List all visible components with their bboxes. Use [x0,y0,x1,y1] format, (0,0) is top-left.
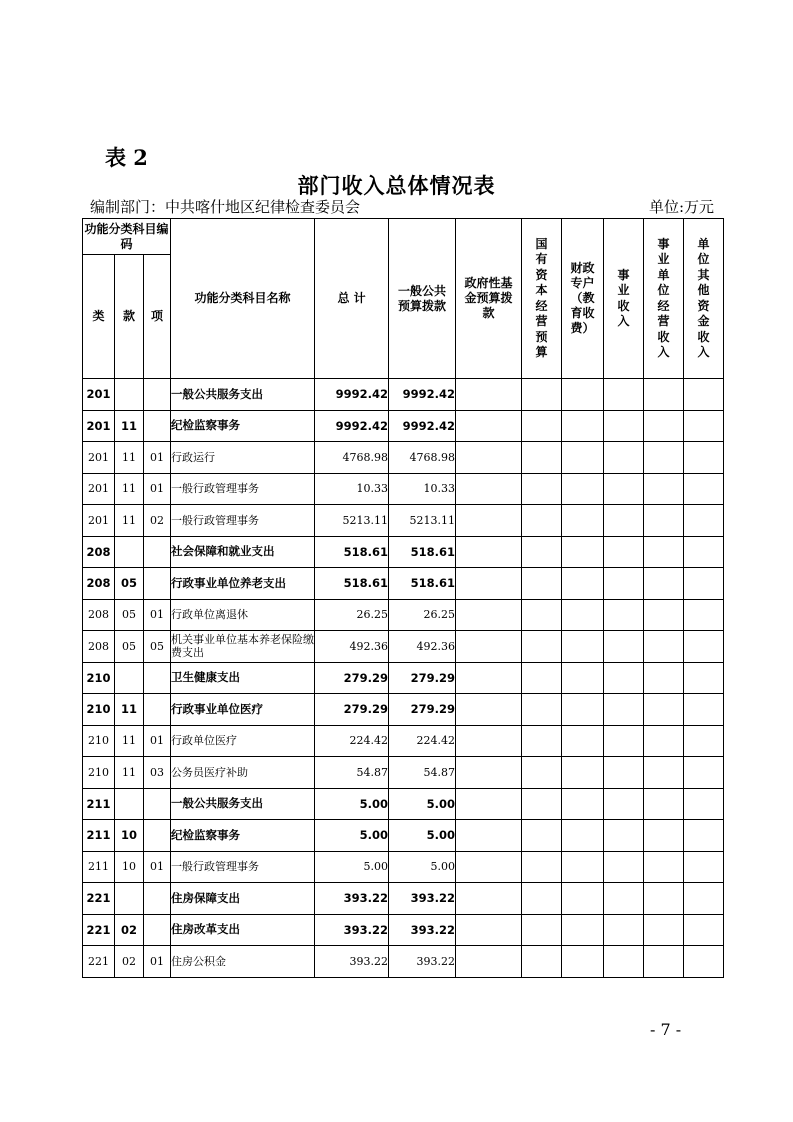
cell-business-operating [644,788,684,820]
cell-fiscal-special [562,914,604,946]
header-func-code: 功能分类科目编码 [83,219,171,255]
table-row [83,914,724,946]
cell-gov-fund [456,631,522,663]
cell-kuan: 11 [115,473,144,505]
cell-xiang [144,410,171,442]
cell-kuan: 11 [115,694,144,726]
cell-lei: 208 [83,536,115,568]
cell-general-budget: 54.87 [389,757,456,789]
cell-business-operating [644,442,684,474]
cell-total: 518.61 [315,536,389,568]
table-row [83,757,724,789]
cell-lei: 211 [83,788,115,820]
cell-xiang [144,536,171,568]
cell-kuan: 02 [115,914,144,946]
table-row [83,631,724,663]
cell-business-operating [644,725,684,757]
cell-fiscal-special [562,662,604,694]
cell-xiang [144,788,171,820]
cell-xiang: 01 [144,946,171,978]
table-header [83,219,724,379]
cell-business-income [604,410,644,442]
header-general-budget: 一般公共预算拨款 [389,219,456,379]
cell-gov-fund [456,410,522,442]
meta-row [90,196,720,217]
cell-business-income [604,568,644,600]
header-kuan: 款 [115,255,144,379]
cell-state-capital [522,662,562,694]
cell-business-income [604,914,644,946]
header-gov-fund: 政府性基金预算拨款 [456,219,522,379]
header-lei: 类 [83,255,115,379]
cell-gov-fund [456,946,522,978]
cell-state-capital [522,946,562,978]
cell-state-capital [522,820,562,852]
cell-lei: 211 [83,820,115,852]
cell-kuan [115,883,144,915]
cell-xiang: 02 [144,505,171,537]
cell-xiang [144,694,171,726]
cell-gov-fund [456,788,522,820]
cell-kuan: 11 [115,725,144,757]
header-fiscal-special: 财政专户（教育收费） [562,219,604,379]
cell-lei: 201 [83,442,115,474]
cell-general-budget: 393.22 [389,946,456,978]
cell-general-budget: 224.42 [389,725,456,757]
cell-other-income [684,505,724,537]
cell-func-name: 一般公共服务支出 [171,379,315,411]
header-state-capital: 国有资本经营预算 [522,219,562,379]
cell-state-capital [522,914,562,946]
cell-fiscal-special [562,883,604,915]
cell-xiang: 03 [144,757,171,789]
header-business-income: 事业收入 [604,219,644,379]
cell-business-operating [644,914,684,946]
cell-other-income [684,820,724,852]
cell-state-capital [522,536,562,568]
cell-func-name: 一般行政管理事务 [171,473,315,505]
cell-total: 9992.42 [315,410,389,442]
table-row [83,694,724,726]
cell-func-name: 机关事业单位基本养老保险缴费支出 [171,631,315,663]
cell-func-name: 社会保障和就业支出 [171,536,315,568]
cell-gov-fund [456,757,522,789]
header-business-operating: 事业单位经营收入 [644,219,684,379]
table-row [83,505,724,537]
cell-other-income [684,379,724,411]
cell-other-income [684,410,724,442]
cell-total: 279.29 [315,694,389,726]
table-row [83,473,724,505]
cell-func-name: 行政单位医疗 [171,725,315,757]
cell-business-income [604,599,644,631]
cell-fiscal-special [562,820,604,852]
cell-fiscal-special [562,946,604,978]
cell-total: 393.22 [315,946,389,978]
cell-xiang [144,568,171,600]
document-title: 部门收入总体情况表 [297,174,496,198]
cell-state-capital [522,599,562,631]
cell-other-income [684,694,724,726]
cell-lei: 201 [83,505,115,537]
cell-total: 492.36 [315,631,389,663]
table-row [83,883,724,915]
cell-lei: 221 [83,883,115,915]
cell-fiscal-special [562,410,604,442]
cell-kuan: 05 [115,599,144,631]
cell-lei: 201 [83,379,115,411]
cell-other-income [684,442,724,474]
cell-lei: 221 [83,914,115,946]
cell-general-budget: 5.00 [389,788,456,820]
cell-other-income [684,662,724,694]
cell-lei: 208 [83,568,115,600]
cell-kuan: 11 [115,442,144,474]
cell-general-budget: 9992.42 [389,379,456,411]
cell-general-budget: 9992.42 [389,410,456,442]
cell-gov-fund [456,820,522,852]
cell-kuan: 11 [115,505,144,537]
cell-func-name: 住房改革支出 [171,914,315,946]
cell-gov-fund [456,473,522,505]
cell-business-operating [644,883,684,915]
header-xiang: 项 [144,255,171,379]
cell-lei: 211 [83,851,115,883]
page-number: - 7 - [650,1020,682,1039]
cell-business-operating [644,662,684,694]
cell-business-income [604,505,644,537]
cell-gov-fund [456,599,522,631]
cell-total: 5.00 [315,788,389,820]
unit-label: 单位:万元 [648,198,714,216]
cell-lei: 201 [83,410,115,442]
cell-func-name: 纪检监察事务 [171,820,315,852]
cell-total: 26.25 [315,599,389,631]
cell-general-budget: 4768.98 [389,442,456,474]
cell-other-income [684,568,724,600]
cell-lei: 208 [83,631,115,663]
header-total: 总 计 [315,219,389,379]
cell-other-income [684,914,724,946]
cell-total: 5.00 [315,851,389,883]
cell-gov-fund [456,442,522,474]
cell-lei: 210 [83,694,115,726]
cell-gov-fund [456,568,522,600]
cell-kuan: 11 [115,757,144,789]
cell-total: 54.87 [315,757,389,789]
cell-func-name: 卫生健康支出 [171,662,315,694]
cell-xiang: 01 [144,725,171,757]
cell-business-income [604,473,644,505]
cell-business-income [604,725,644,757]
cell-business-income [604,820,644,852]
table-body [83,379,724,978]
cell-xiang [144,379,171,411]
table-row [83,788,724,820]
cell-fiscal-special [562,442,604,474]
cell-xiang: 01 [144,473,171,505]
cell-other-income [684,473,724,505]
cell-func-name: 纪检监察事务 [171,410,315,442]
cell-kuan: 10 [115,820,144,852]
table-label: 表 2 [105,145,148,170]
cell-business-income [604,788,644,820]
cell-other-income [684,851,724,883]
cell-gov-fund [456,914,522,946]
cell-business-operating [644,379,684,411]
header-other-income: 单位其他资金收入 [684,219,724,379]
cell-business-income [604,379,644,411]
cell-total: 279.29 [315,662,389,694]
cell-fiscal-special [562,379,604,411]
cell-state-capital [522,505,562,537]
table-row [83,442,724,474]
cell-state-capital [522,442,562,474]
table-row [83,725,724,757]
cell-xiang [144,662,171,694]
cell-business-operating [644,568,684,600]
cell-lei: 210 [83,662,115,694]
table-row [83,946,724,978]
income-table [82,218,724,978]
cell-business-operating [644,505,684,537]
cell-other-income [684,757,724,789]
cell-func-name: 一般行政管理事务 [171,851,315,883]
cell-total: 4768.98 [315,442,389,474]
cell-business-income [604,662,644,694]
cell-state-capital [522,788,562,820]
cell-fiscal-special [562,631,604,663]
cell-business-income [604,536,644,568]
cell-lei: 210 [83,725,115,757]
cell-kuan: 02 [115,946,144,978]
cell-total: 5.00 [315,820,389,852]
table-row [83,851,724,883]
cell-business-operating [644,757,684,789]
cell-kuan: 10 [115,851,144,883]
cell-other-income [684,788,724,820]
cell-business-operating [644,631,684,663]
cell-gov-fund [456,694,522,726]
cell-fiscal-special [562,757,604,789]
table-row [83,820,724,852]
table-row [83,599,724,631]
header-func-name: 功能分类科目名称 [171,219,315,379]
cell-state-capital [522,757,562,789]
cell-gov-fund [456,851,522,883]
cell-business-income [604,757,644,789]
cell-fiscal-special [562,505,604,537]
cell-other-income [684,883,724,915]
cell-general-budget: 5213.11 [389,505,456,537]
cell-state-capital [522,725,562,757]
cell-state-capital [522,410,562,442]
cell-fiscal-special [562,725,604,757]
cell-general-budget: 5.00 [389,820,456,852]
cell-total: 518.61 [315,568,389,600]
cell-xiang: 01 [144,599,171,631]
cell-state-capital [522,473,562,505]
cell-general-budget: 10.33 [389,473,456,505]
cell-business-operating [644,536,684,568]
cell-xiang [144,820,171,852]
cell-general-budget: 518.61 [389,536,456,568]
cell-business-operating [644,410,684,442]
cell-state-capital [522,631,562,663]
cell-business-income [604,694,644,726]
cell-general-budget: 279.29 [389,694,456,726]
cell-state-capital [522,883,562,915]
cell-business-operating [644,820,684,852]
cell-business-income [604,946,644,978]
cell-total: 10.33 [315,473,389,505]
cell-total: 393.22 [315,883,389,915]
table-row [83,536,724,568]
cell-xiang: 01 [144,442,171,474]
cell-general-budget: 492.36 [389,631,456,663]
table-row [83,568,724,600]
cell-fiscal-special [562,788,604,820]
cell-lei: 201 [83,473,115,505]
cell-business-income [604,631,644,663]
cell-fiscal-special [562,536,604,568]
cell-state-capital [522,851,562,883]
cell-other-income [684,536,724,568]
cell-lei: 208 [83,599,115,631]
department-prefix: 编制部门： [90,198,166,216]
cell-func-name: 行政单位离退休 [171,599,315,631]
cell-fiscal-special [562,694,604,726]
cell-general-budget: 393.22 [389,914,456,946]
cell-func-name: 行政运行 [171,442,315,474]
cell-func-name: 住房公积金 [171,946,315,978]
cell-fiscal-special [562,568,604,600]
cell-kuan [115,536,144,568]
cell-business-operating [644,694,684,726]
table-row [83,379,724,411]
cell-state-capital [522,694,562,726]
cell-fiscal-special [562,599,604,631]
cell-business-operating [644,946,684,978]
cell-xiang [144,914,171,946]
cell-kuan [115,788,144,820]
cell-total: 393.22 [315,914,389,946]
cell-gov-fund [456,379,522,411]
cell-kuan [115,662,144,694]
cell-total: 9992.42 [315,379,389,411]
department-name: 中共喀什地区纪律检查委员会 [165,198,361,216]
cell-business-operating [644,473,684,505]
cell-fiscal-special [562,851,604,883]
cell-xiang: 01 [144,851,171,883]
cell-general-budget: 279.29 [389,662,456,694]
cell-kuan: 05 [115,568,144,600]
cell-func-name: 住房保障支出 [171,883,315,915]
cell-fiscal-special [562,473,604,505]
cell-state-capital [522,379,562,411]
cell-total: 5213.11 [315,505,389,537]
cell-business-operating [644,599,684,631]
cell-kuan: 11 [115,410,144,442]
cell-other-income [684,946,724,978]
cell-business-operating [644,851,684,883]
cell-business-income [604,883,644,915]
cell-kuan: 05 [115,631,144,663]
cell-other-income [684,599,724,631]
cell-xiang [144,883,171,915]
cell-other-income [684,725,724,757]
table-row [83,410,724,442]
cell-func-name: 一般行政管理事务 [171,505,315,537]
table-row [83,662,724,694]
cell-general-budget: 26.25 [389,599,456,631]
cell-func-name: 行政事业单位养老支出 [171,568,315,600]
cell-other-income [684,631,724,663]
cell-lei: 221 [83,946,115,978]
cell-func-name: 一般公共服务支出 [171,788,315,820]
cell-state-capital [522,568,562,600]
cell-general-budget: 5.00 [389,851,456,883]
cell-gov-fund [456,662,522,694]
cell-general-budget: 393.22 [389,883,456,915]
cell-xiang: 05 [144,631,171,663]
cell-general-budget: 518.61 [389,568,456,600]
cell-business-income [604,851,644,883]
cell-total: 224.42 [315,725,389,757]
cell-lei: 210 [83,757,115,789]
cell-gov-fund [456,536,522,568]
cell-func-name: 行政事业单位医疗 [171,694,315,726]
cell-business-income [604,442,644,474]
cell-kuan [115,379,144,411]
cell-gov-fund [456,725,522,757]
cell-func-name: 公务员医疗补助 [171,757,315,789]
cell-gov-fund [456,883,522,915]
cell-gov-fund [456,505,522,537]
